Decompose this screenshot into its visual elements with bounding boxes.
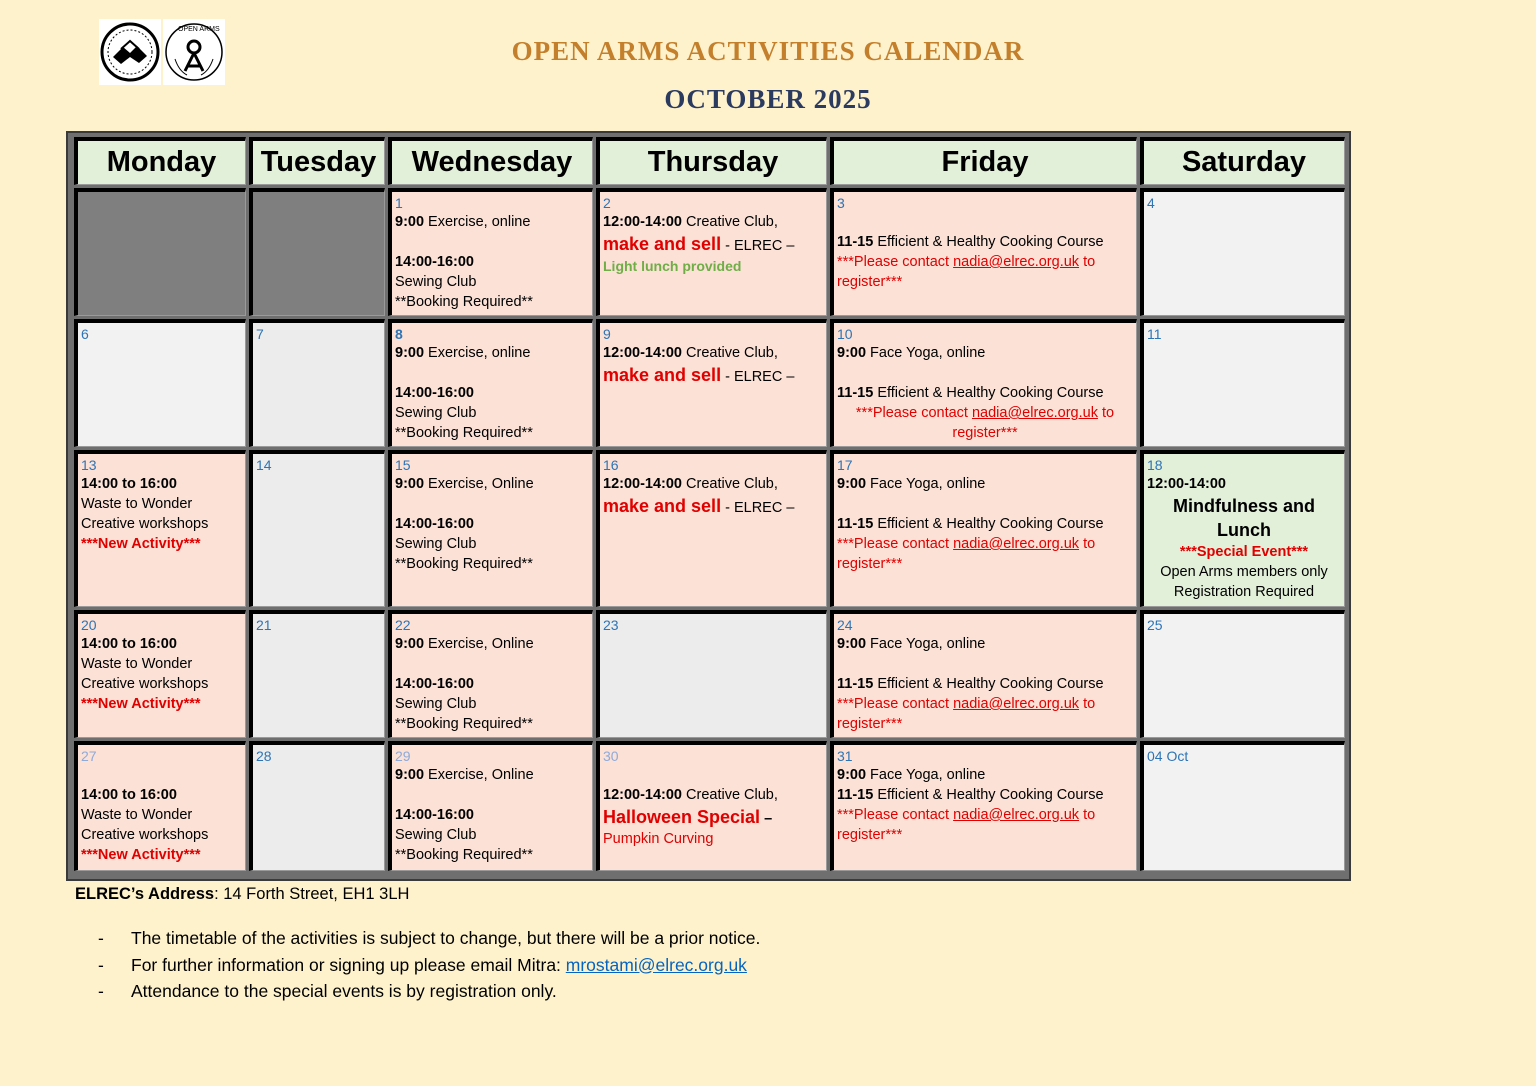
event-time: 14:00-16:00	[395, 807, 474, 823]
contact-text: register***	[952, 425, 1018, 441]
day-cell-empty	[249, 188, 385, 316]
event-text: Exercise, online	[424, 214, 531, 230]
event-time: 12:00-14:00	[603, 214, 682, 230]
event-text: Face Yoga, online	[866, 345, 986, 361]
event-time: 11-15	[837, 676, 874, 692]
event-text: Creative Club,	[682, 476, 778, 492]
contact-email-link[interactable]: nadia@elrec.org.uk	[953, 807, 1080, 823]
event-highlight: make and sell	[603, 496, 722, 516]
event-time: 9:00	[837, 476, 867, 492]
day-number: 30	[603, 748, 619, 764]
event-text: Creative workshops	[81, 516, 209, 532]
event-text: - ELREC –	[721, 238, 795, 254]
day-number: 29	[395, 748, 411, 764]
event-text: Efficient & Healthy Cooking Course	[873, 676, 1104, 692]
event-text: Waste to Wonder	[81, 656, 193, 672]
header-thursday: Thursday	[596, 137, 827, 185]
day-number: 9	[603, 326, 611, 342]
day-cell-31	[830, 741, 1137, 871]
day-cell-30	[596, 741, 827, 871]
email-link[interactable]: mrostami@elrec.org.uk	[565, 954, 747, 975]
event-text: Exercise, Online	[424, 767, 534, 783]
event-text: –	[760, 811, 773, 827]
address-label: ELREC’s Address	[75, 885, 215, 903]
bullet-dash: -	[98, 954, 104, 975]
event-text: Exercise, Online	[424, 636, 534, 652]
event-text: - ELREC –	[721, 369, 795, 385]
event-text: Efficient & Healthy Cooking Course	[873, 385, 1104, 401]
event-time: 11-15	[837, 385, 874, 401]
event-highlight: make and sell	[603, 365, 722, 385]
day-cell-3	[830, 188, 1137, 316]
event-time: 9:00	[395, 345, 425, 361]
calendar-table	[66, 131, 1351, 881]
event-note: ***New Activity***	[81, 696, 201, 712]
address-line	[75, 884, 409, 904]
header-friday: Friday	[830, 137, 1137, 185]
header-monday: Monday	[74, 137, 246, 185]
event-time: 11-15	[837, 787, 874, 803]
event-time: 14:00 to 16:00	[81, 476, 177, 492]
note-text: Attendance to the special events is by registration only.	[131, 981, 557, 1001]
day-cell-23	[596, 610, 827, 738]
day-number: 21	[256, 617, 272, 633]
contact-text: to	[1097, 405, 1115, 421]
contact-text: to	[1079, 807, 1096, 823]
event-time: 12:00-14:00	[603, 345, 682, 361]
event-time: 9:00	[395, 767, 425, 783]
contact-text: register***	[837, 716, 903, 732]
contact-email-link[interactable]: nadia@elrec.org.uk	[953, 696, 1080, 712]
event-text: Efficient & Healthy Cooking Course	[873, 234, 1104, 250]
day-number: 10	[837, 326, 853, 342]
day-cell-15	[388, 450, 593, 607]
event-note: **Booking Required**	[395, 294, 533, 310]
address-text: : 14 Forth Street, EH1 3LH	[214, 885, 410, 903]
page-title: OPEN ARMS ACTIVITIES CALENDAR	[511, 36, 1025, 66]
event-note: ***New Activity***	[81, 847, 201, 863]
event-text: Creative Club,	[682, 345, 778, 361]
day-cell-24	[830, 610, 1137, 738]
day-cell-13	[74, 450, 246, 607]
event-text: Open Arms members only	[1160, 564, 1328, 580]
event-text: Creative workshops	[81, 827, 209, 843]
day-cell-1	[388, 188, 593, 316]
event-note: Pumpkin Curving	[603, 831, 714, 847]
event-time: 11-15	[837, 234, 874, 250]
day-cell-18	[1140, 450, 1345, 607]
event-time: 12:00-14:00	[1147, 476, 1226, 492]
contact-text: register***	[837, 274, 903, 290]
day-cell-empty	[74, 188, 246, 316]
note-text: The timetable of the activities is subject to change, but there will be a prior notice.	[131, 928, 761, 948]
day-number: 14	[256, 457, 272, 473]
day-number: 20	[81, 617, 97, 633]
note-item	[98, 952, 760, 979]
header-saturday: Saturday	[1140, 137, 1345, 185]
day-cell-21	[249, 610, 385, 738]
day-cell-2	[596, 188, 827, 316]
day-cell-next-month	[1140, 741, 1345, 871]
event-time: 9:00	[395, 636, 425, 652]
day-number: 25	[1147, 617, 1163, 633]
day-cell-29	[388, 741, 593, 871]
event-note: ***New Activity***	[81, 536, 201, 552]
contact-email-link[interactable]: nadia@elrec.org.uk	[971, 405, 1098, 421]
day-cell-6	[74, 319, 246, 447]
event-text: Creative Club,	[682, 787, 778, 803]
day-cell-11	[1140, 319, 1345, 447]
event-note: **Booking Required**	[395, 425, 533, 441]
event-time: 9:00	[837, 767, 867, 783]
event-text: Face Yoga, online	[866, 767, 986, 783]
contact-text: ***Please contact	[837, 807, 954, 823]
event-text: Waste to Wonder	[81, 807, 193, 823]
event-text: Face Yoga, online	[866, 636, 986, 652]
day-number: 11	[1147, 326, 1162, 342]
day-number: 7	[256, 326, 264, 342]
contact-text: to	[1079, 536, 1096, 552]
event-text: Efficient & Healthy Cooking Course	[873, 787, 1104, 803]
day-cell-14	[249, 450, 385, 607]
day-cell-28	[249, 741, 385, 871]
header-wednesday: Wednesday	[388, 137, 593, 185]
contact-text: ***Please contact	[837, 254, 954, 270]
day-number: 4	[1147, 195, 1155, 211]
contact-text: ***Please contact	[837, 536, 954, 552]
event-text: Sewing Club	[395, 827, 477, 843]
event-time: 12:00-14:00	[603, 476, 682, 492]
special-event-badge: ***Special Event***	[1179, 544, 1309, 560]
day-cell-17	[830, 450, 1137, 607]
event-text: Creative Club,	[682, 214, 778, 230]
day-number: 24	[837, 617, 853, 633]
day-number: 04 Oct	[1147, 748, 1189, 764]
day-cell-4	[1140, 188, 1345, 316]
day-number: 1	[395, 195, 403, 211]
event-text: Creative workshops	[81, 676, 209, 692]
day-cell-9	[596, 319, 827, 447]
event-time: 14:00-16:00	[395, 385, 474, 401]
contact-text: register***	[837, 556, 903, 572]
event-text: Face Yoga, online	[866, 476, 986, 492]
day-number: 17	[837, 457, 853, 473]
day-cell-7	[249, 319, 385, 447]
contact-text: ***Please contact	[837, 696, 954, 712]
day-number: 3	[837, 195, 845, 211]
header-tuesday: Tuesday	[249, 137, 385, 185]
event-time: 9:00	[395, 214, 425, 230]
day-number: 16	[603, 457, 619, 473]
event-text: Sewing Club	[395, 696, 477, 712]
day-number: 23	[603, 617, 619, 633]
event-time: 14:00-16:00	[395, 254, 474, 270]
day-number: 2	[603, 195, 611, 211]
bullet-dash: -	[98, 928, 104, 948]
note-text: For further information or signing up please email Mitra:	[131, 954, 566, 975]
event-note: **Booking Required**	[395, 716, 533, 732]
bullet-dash: -	[98, 981, 104, 1001]
event-text: Sewing Club	[395, 274, 477, 290]
day-number: 28	[256, 748, 272, 764]
contact-text: register***	[837, 827, 903, 843]
day-cell-27	[74, 741, 246, 871]
contact-text: ***Please contact	[855, 405, 972, 421]
day-cell-25	[1140, 610, 1345, 738]
special-event-title: Mindfulness and Lunch	[1172, 496, 1315, 540]
event-text: Efficient & Healthy Cooking Course	[873, 516, 1104, 532]
contact-email-link[interactable]: nadia@elrec.org.uk	[953, 536, 1080, 552]
event-text: Sewing Club	[395, 536, 477, 552]
event-text: Waste to Wonder	[81, 496, 193, 512]
day-number: 13	[81, 457, 97, 473]
contact-text: to	[1079, 254, 1096, 270]
day-cell-22	[388, 610, 593, 738]
day-cell-10	[830, 319, 1137, 447]
event-time: 12:00-14:00	[603, 787, 682, 803]
day-number: 31	[837, 748, 853, 764]
event-note: **Booking Required**	[395, 556, 533, 572]
open-arms-logo-text: OPEN ARMS	[178, 26, 220, 33]
note-item	[98, 978, 760, 1005]
event-text: Exercise, Online	[424, 476, 534, 492]
event-time: 14:00 to 16:00	[81, 636, 177, 652]
day-number: 15	[395, 457, 411, 473]
event-time: 11-15	[837, 516, 874, 532]
page-subtitle: OCTOBER 2025	[664, 84, 872, 114]
event-note: Light lunch provided	[603, 258, 742, 274]
day-cell-20	[74, 610, 246, 738]
day-number: 18	[1147, 457, 1163, 473]
day-number: 6	[81, 326, 89, 342]
event-time: 14:00-16:00	[395, 516, 474, 532]
event-time: 9:00	[837, 345, 867, 361]
event-time: 14:00-16:00	[395, 676, 474, 692]
event-note: **Booking Required**	[395, 847, 533, 863]
day-number: 8	[395, 326, 403, 342]
contact-text: to	[1079, 696, 1096, 712]
event-text: Exercise, online	[424, 345, 531, 361]
notes-list	[98, 925, 760, 1005]
note-item	[98, 925, 760, 952]
day-number: 27	[81, 748, 97, 764]
event-highlight: Halloween Special	[603, 807, 761, 827]
event-time: 9:00	[837, 636, 867, 652]
day-cell-8	[388, 319, 593, 447]
day-cell-16	[596, 450, 827, 607]
event-text: Registration Required	[1173, 584, 1315, 600]
event-time: 9:00	[395, 476, 425, 492]
day-number: 22	[395, 617, 411, 633]
contact-email-link[interactable]: nadia@elrec.org.uk	[953, 254, 1080, 270]
event-time: 14:00 to 16:00	[81, 787, 177, 803]
event-highlight: make and sell	[603, 234, 722, 254]
event-text: Sewing Club	[395, 405, 477, 421]
event-text: - ELREC –	[721, 500, 795, 516]
